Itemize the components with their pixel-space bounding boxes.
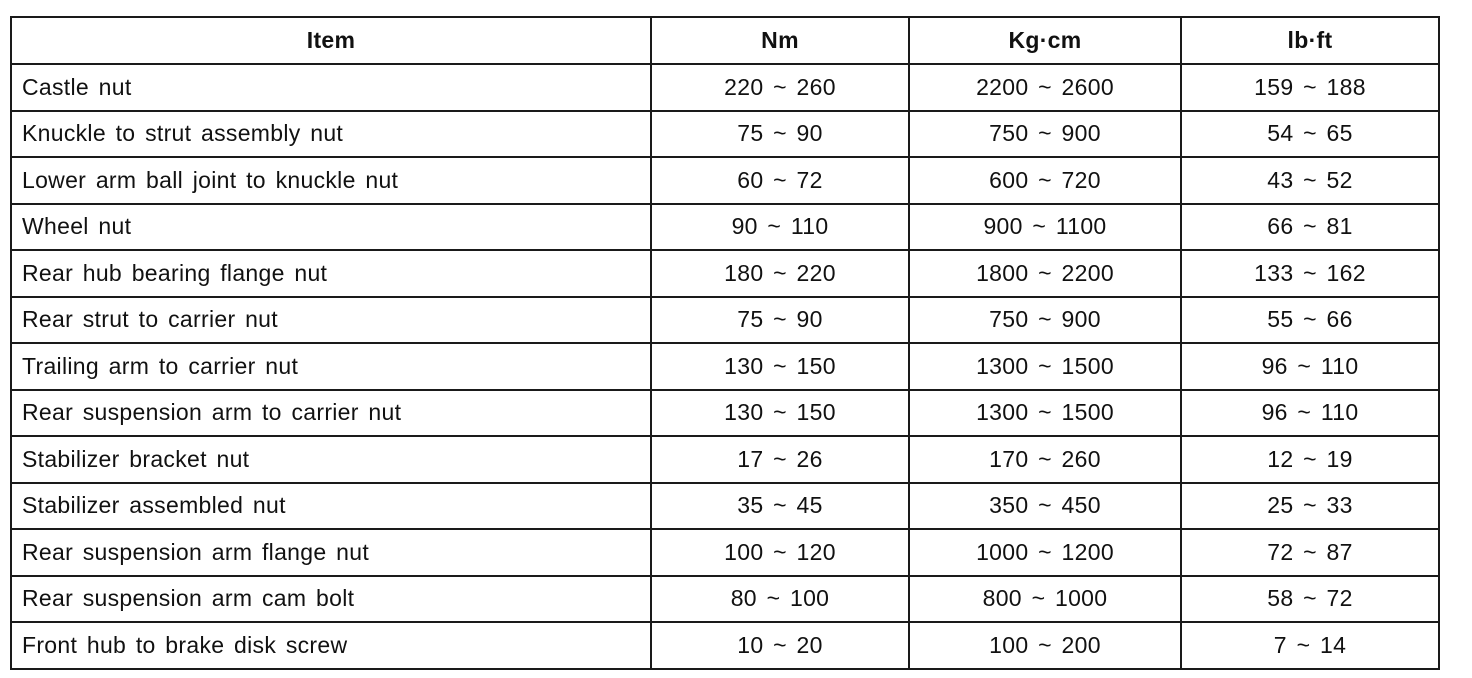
table-row (11, 576, 1439, 623)
kgcm-cell: 1000 ~ 1200 (909, 529, 1181, 576)
nm-cell: 90 ~ 110 (651, 204, 909, 251)
kgcm-cell: 100 ~ 200 (909, 622, 1181, 669)
table-row (11, 111, 1439, 158)
column-header-item: Item (11, 17, 651, 64)
column-header-lbft: lb·ft (1181, 17, 1439, 64)
item-cell: Rear suspension arm cam bolt (11, 576, 651, 623)
item-cell: Rear strut to carrier nut (11, 297, 651, 344)
item-cell: Stabilizer bracket nut (11, 436, 651, 483)
item-cell: Castle nut (11, 64, 651, 111)
nm-cell: 220 ~ 260 (651, 64, 909, 111)
nm-cell: 80 ~ 100 (651, 576, 909, 623)
table-row (11, 157, 1439, 204)
item-cell: Rear suspension arm to carrier nut (11, 390, 651, 437)
lbft-cell: 159 ~ 188 (1181, 64, 1439, 111)
table-row (11, 343, 1439, 390)
kgcm-cell: 1800 ~ 2200 (909, 250, 1181, 297)
kgcm-cell: 750 ~ 900 (909, 111, 1181, 158)
nm-cell: 130 ~ 150 (651, 390, 909, 437)
table-body (11, 64, 1439, 669)
lbft-cell: 12 ~ 19 (1181, 436, 1439, 483)
lbft-cell: 72 ~ 87 (1181, 529, 1439, 576)
lbft-cell: 43 ~ 52 (1181, 157, 1439, 204)
kgcm-cell: 2200 ~ 2600 (909, 64, 1181, 111)
item-cell: Front hub to brake disk screw (11, 622, 651, 669)
table-header-row (11, 17, 1439, 64)
nm-cell: 130 ~ 150 (651, 343, 909, 390)
kgcm-cell: 750 ~ 900 (909, 297, 1181, 344)
column-header-nm: Nm (651, 17, 909, 64)
nm-cell: 10 ~ 20 (651, 622, 909, 669)
kgcm-cell: 350 ~ 450 (909, 483, 1181, 530)
lbft-cell: 133 ~ 162 (1181, 250, 1439, 297)
table-row (11, 297, 1439, 344)
table-row (11, 622, 1439, 669)
table-row (11, 204, 1439, 251)
item-cell: Wheel nut (11, 204, 651, 251)
lbft-cell: 96 ~ 110 (1181, 390, 1439, 437)
item-cell: Rear hub bearing flange nut (11, 250, 651, 297)
lbft-cell: 55 ~ 66 (1181, 297, 1439, 344)
kgcm-cell: 1300 ~ 1500 (909, 343, 1181, 390)
nm-cell: 75 ~ 90 (651, 297, 909, 344)
table-row (11, 64, 1439, 111)
lbft-cell: 66 ~ 81 (1181, 204, 1439, 251)
nm-cell: 35 ~ 45 (651, 483, 909, 530)
table-row (11, 250, 1439, 297)
item-cell: Knuckle to strut assembly nut (11, 111, 651, 158)
nm-cell: 17 ~ 26 (651, 436, 909, 483)
table-row (11, 483, 1439, 530)
item-cell: Rear suspension arm flange nut (11, 529, 651, 576)
item-cell: Stabilizer assembled nut (11, 483, 651, 530)
kgcm-cell: 900 ~ 1100 (909, 204, 1181, 251)
torque-spec-table (10, 16, 1440, 670)
nm-cell: 75 ~ 90 (651, 111, 909, 158)
nm-cell: 60 ~ 72 (651, 157, 909, 204)
table-row (11, 436, 1439, 483)
kgcm-cell: 170 ~ 260 (909, 436, 1181, 483)
lbft-cell: 7 ~ 14 (1181, 622, 1439, 669)
nm-cell: 100 ~ 120 (651, 529, 909, 576)
nm-cell: 180 ~ 220 (651, 250, 909, 297)
item-cell: Trailing arm to carrier nut (11, 343, 651, 390)
kgcm-cell: 800 ~ 1000 (909, 576, 1181, 623)
item-cell: Lower arm ball joint to knuckle nut (11, 157, 651, 204)
kgcm-cell: 600 ~ 720 (909, 157, 1181, 204)
lbft-cell: 54 ~ 65 (1181, 111, 1439, 158)
table-row (11, 529, 1439, 576)
lbft-cell: 58 ~ 72 (1181, 576, 1439, 623)
lbft-cell: 96 ~ 110 (1181, 343, 1439, 390)
lbft-cell: 25 ~ 33 (1181, 483, 1439, 530)
kgcm-cell: 1300 ~ 1500 (909, 390, 1181, 437)
column-header-kgcm: Kg·cm (909, 17, 1181, 64)
table-row (11, 390, 1439, 437)
